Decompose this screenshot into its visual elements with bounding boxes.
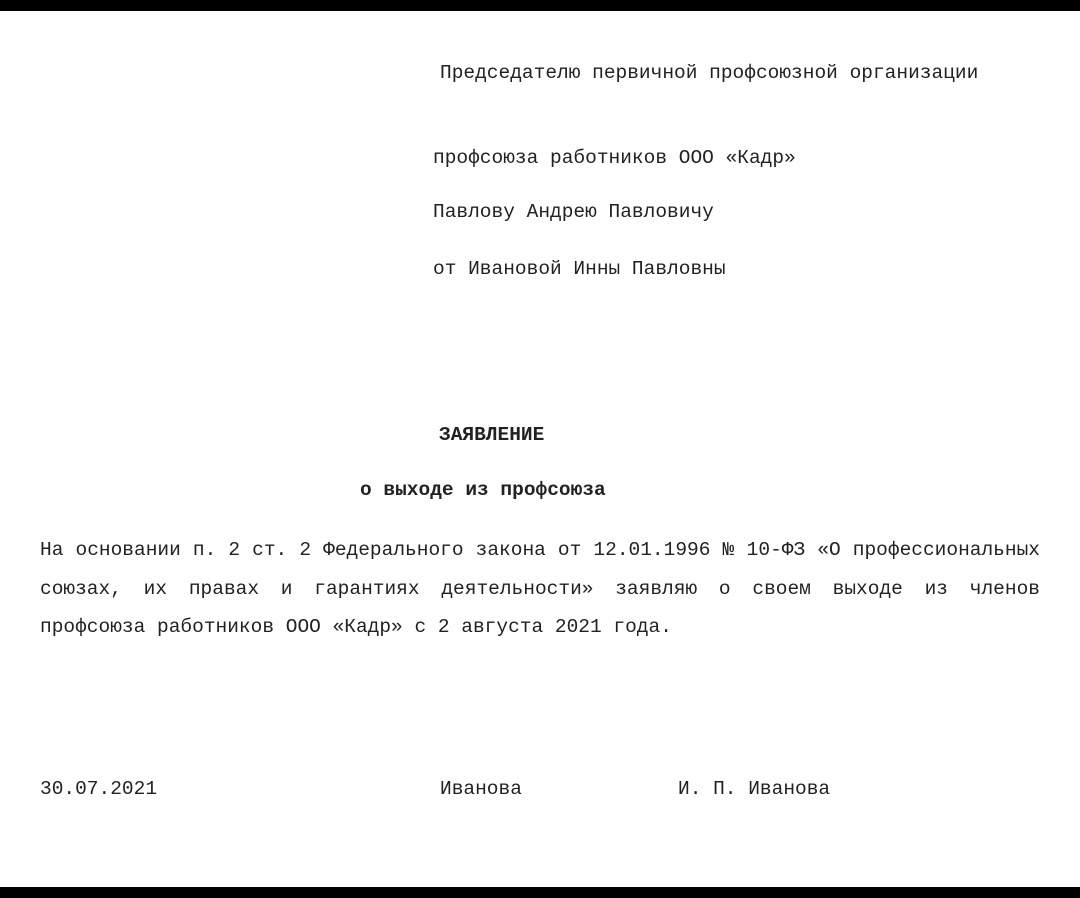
addressee-line-chairman: Председателю первичной профсоюзной организации [440,62,979,84]
addressee-line-from: от Ивановой Инны Павловны [433,258,726,280]
addressee-line-name: Павлову Андрею Павловичу [433,201,714,223]
signature: Иванова [440,778,522,800]
statement-body: На основании п. 2 ст. 2 Федерального закона от 12.01.1996 № 10-ФЗ «О профессиональных союзах, их правах и гарантиях деятельности» заявляю о своем выходе из членов профсоюза работников ООО «Кадр» с 2 августа 2021 года. [40,539,1040,638]
bottom-border [0,887,1080,898]
signer-name: И. П. Иванова [678,778,831,800]
document-date: 30.07.2021 [40,778,158,800]
document-title: ЗАЯВЛЕНИЕ [439,424,545,446]
top-border [0,0,1080,11]
document-subtitle: о выходе из профсоюза [360,479,606,501]
addressee-line-union: профсоюза работников ООО «Кадр» [433,147,796,169]
